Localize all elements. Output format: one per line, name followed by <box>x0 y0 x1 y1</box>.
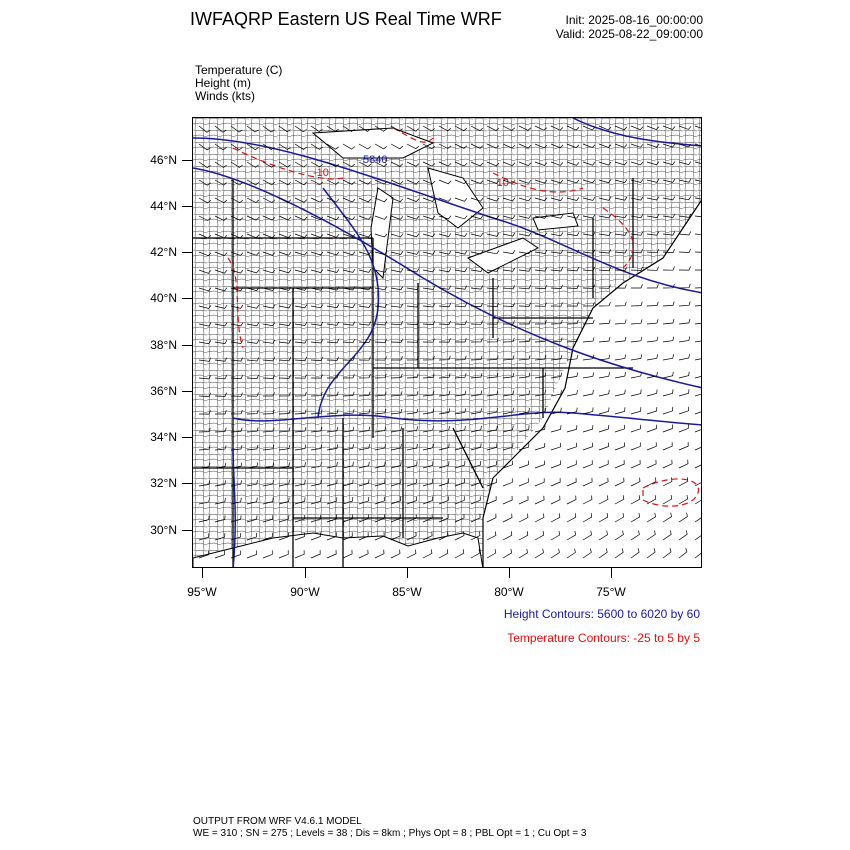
latitude-label: 36°N <box>150 384 177 398</box>
longitude-tick <box>407 568 408 578</box>
map-frame <box>192 117 702 568</box>
latitude-tick <box>182 252 192 253</box>
map-canvas <box>193 118 702 568</box>
longitude-label: 90°W <box>290 585 320 599</box>
longitude-label: 80°W <box>494 585 524 599</box>
init-time: Init: 2025-08-16_00:00:00 <box>565 13 703 27</box>
height-contour-legend: Height Contours: 5600 to 6020 by 60 <box>503 607 700 621</box>
temperature-contour-label: -10 <box>493 177 509 189</box>
valid-time: Valid: 2025-08-22_09:00:00 <box>555 27 703 41</box>
latitude-tick <box>182 345 192 346</box>
latitude-label: 34°N <box>150 430 177 444</box>
latitude-label: 42°N <box>150 245 177 259</box>
longitude-tick <box>202 568 203 578</box>
longitude-tick <box>509 568 510 578</box>
latitude-tick <box>182 160 192 161</box>
model-version: OUTPUT FROM WRF V4.6.1 MODEL <box>193 816 362 827</box>
variable-legend <box>195 64 282 103</box>
latitude-tick <box>182 298 192 299</box>
latitude-tick <box>182 483 192 484</box>
temperature-contour-legend: Temperature Contours: -25 to 5 by 5 <box>507 631 700 645</box>
latitude-label: 38°N <box>150 338 177 352</box>
longitude-label: 95°W <box>187 585 217 599</box>
latitude-label: 40°N <box>150 291 177 305</box>
variable-winds: Winds (kts) <box>195 89 255 103</box>
model-info-footer <box>193 816 586 840</box>
plot-title: IWFAQRP Eastern US Real Time WRF <box>190 9 502 29</box>
latitude-label: 30°N <box>150 523 177 537</box>
variable-height: Height (m) <box>195 76 252 90</box>
longitude-tick <box>305 568 306 578</box>
latitude-tick <box>182 437 192 438</box>
height-contour-label: 5840 <box>363 154 388 166</box>
model-config: WE = 310 ; SN = 275 ; Levels = 38 ; Dis = 8km ; Phys Opt = 8 ; PBL Opt = 1 ; Cu Opt = 3 <box>193 828 587 839</box>
longitude-label: 75°W <box>596 585 626 599</box>
latitude-label: 32°N <box>150 476 177 490</box>
longitude-label: 85°W <box>392 585 422 599</box>
latitude-label: 46°N <box>150 153 177 167</box>
longitude-tick <box>611 568 612 578</box>
latitude-tick <box>182 391 192 392</box>
variable-temperature: Temperature (C) <box>195 63 283 77</box>
latitude-label: 44°N <box>150 199 177 213</box>
latitude-tick <box>182 206 192 207</box>
temperature-contour-label: -10 <box>313 167 329 179</box>
init-valid-times <box>556 13 703 41</box>
latitude-tick <box>182 530 192 531</box>
